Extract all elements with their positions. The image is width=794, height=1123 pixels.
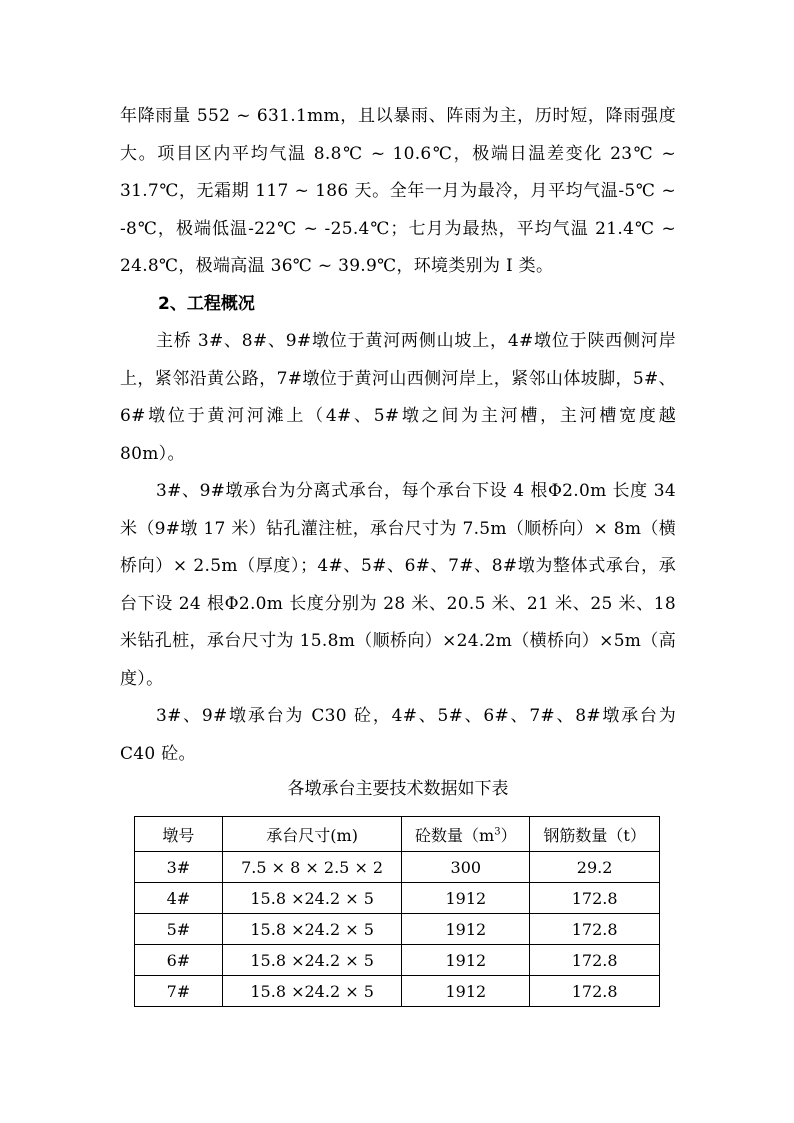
table-row (135, 852, 660, 883)
cell-concrete: 1912 (402, 945, 530, 976)
cell-steel: 29.2 (530, 852, 660, 883)
header-steel: 钢筋数量（t） (530, 817, 660, 852)
header-concrete: 砼数量$(m^3)$ (402, 817, 530, 852)
cell-steel: 172.8 (530, 914, 660, 945)
cell-size: 15.8 ×24.2 × 5 (222, 914, 402, 945)
cell-concrete: 300 (402, 852, 530, 883)
cell-concrete: 1912 (402, 976, 530, 1007)
piers-paragraph: 主桥 3#、8#、9#墩位于黄河两侧山坡上，4#墩位于陕西侧河岸上，紧邻沿黄公路，7#墩位于黄河山西侧河岸上，紧邻山体坡脚，5#、6#墩位于黄河河滩上（4#、5#墩之间为主河槽，主河槽宽度越 80m）。 (120, 331, 676, 464)
cell-pier: 3# (135, 852, 223, 883)
pier-cap-table (134, 816, 660, 1007)
cell-steel: 172.8 (530, 945, 660, 976)
cell-concrete: 1912 (402, 883, 530, 914)
cell-pier: 5# (135, 914, 223, 945)
concrete-paragraph: 3#、9#墩承台为 C30 砼，4#、5#、6#、7#、8#墩承台为 C40 砼。 (120, 706, 676, 764)
cell-steel: 172.8 (530, 976, 660, 1007)
table-row (135, 976, 660, 1007)
climate-paragraph: 年降雨量 552 ~ 631.1mm，且以暴雨、阵雨为主，历时短，降雨强度大。项目区内平均气温 8.8℃ ~ 10.6℃，极端日温差变化 23℃ ~ 31.7℃，无霜期 117 ~ 186 天。全年一月为最冷，月平均气温-5℃ ~ -8℃，极端低温-22℃ ~ -25.4℃；七月为最热，平均气温 21.4℃ ~ 24.8℃，极端高温 36℃ ~ 39.9℃，环境类别为 I 类。 (120, 106, 676, 276)
table-caption: 各墩承台主要技术数据如下表 (287, 779, 509, 799)
header-pier: 墩号 (135, 817, 223, 852)
cell-pier: 6# (135, 945, 223, 976)
table-row (135, 914, 660, 945)
cell-size: 15.8 ×24.2 × 5 (222, 883, 402, 914)
cell-size: 7.5 × 8 × 2.5 × 2 (222, 852, 402, 883)
section-heading: 2、工程概况 (158, 293, 255, 314)
cell-concrete: 1912 (402, 914, 530, 945)
table-header-row (135, 817, 660, 852)
table-row (135, 883, 660, 914)
cell-pier: 7# (135, 976, 223, 1007)
cell-size: 15.8 ×24.2 × 5 (222, 945, 402, 976)
cell-steel: 172.8 (530, 883, 660, 914)
header-size: 承台尺寸(m) (222, 817, 402, 852)
caps-paragraph: 3#、9#墩承台为分离式承台，每个承台下设 4 根Φ2.0m 长度 34 米（9#墩 17 米）钻孔灌注桩，承台尺寸为 7.5m（顺桥向）× 8m（横桥向）× 2.5m（厚度）；4#、5#、6#、7#、8#墩为整体式承台，承台下设 24 根Φ2.0m 长度分别为 28 米、20.5 米、21 米、25 米、18 米钻孔桩，承台尺寸为 15.8m（顺桥向）×24.2m（横桥向）×5m（高度）。 (120, 481, 676, 689)
document-body (120, 98, 676, 801)
cell-pier: 4# (135, 883, 223, 914)
table-row (135, 945, 660, 976)
cell-size: 15.8 ×24.2 × 5 (222, 976, 402, 1007)
